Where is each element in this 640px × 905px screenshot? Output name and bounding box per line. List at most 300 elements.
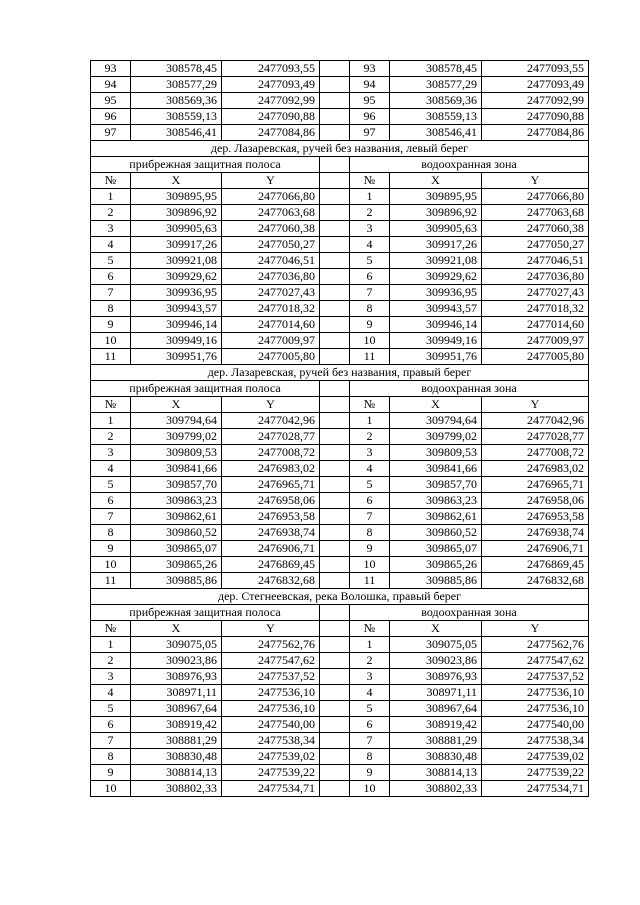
coordinates-table-body — [91, 61, 589, 797]
point-number-left: 8 — [91, 525, 131, 541]
x-coordinate-right: 309794,64 — [390, 413, 482, 429]
table-row — [91, 301, 589, 317]
y-coordinate-left: 2476938,74 — [222, 525, 320, 541]
x-coordinate-left: 308802,33 — [131, 781, 222, 797]
point-number-right: 9 — [350, 765, 390, 781]
x-coordinate-left: 309809,53 — [131, 445, 222, 461]
x-coordinate-right: 308559,13 — [390, 109, 482, 125]
table-row — [91, 637, 589, 653]
x-coordinate-left: 309799,02 — [131, 429, 222, 445]
number-header: № — [91, 621, 131, 637]
column-gap — [320, 93, 350, 109]
y-coordinate-left: 2477009,97 — [222, 333, 320, 349]
y-coordinate-right: 2477539,02 — [482, 749, 589, 765]
point-number-left: 7 — [91, 509, 131, 525]
x-coordinate-left: 309896,92 — [131, 205, 222, 221]
x-coordinate-left: 309857,70 — [131, 477, 222, 493]
water-protection-zone-label: водоохранная зона — [350, 605, 589, 621]
point-number-left: 2 — [91, 429, 131, 445]
y-coordinate-right: 2477008,72 — [482, 445, 589, 461]
column-gap — [320, 477, 350, 493]
table-row — [91, 349, 589, 365]
y-coordinate-left: 2477537,52 — [222, 669, 320, 685]
x-coordinate-right: 309896,92 — [390, 205, 482, 221]
point-number-right: 7 — [350, 733, 390, 749]
x-coordinate-left: 309946,14 — [131, 317, 222, 333]
table-row — [91, 717, 589, 733]
y-coordinate-left: 2477093,49 — [222, 77, 320, 93]
coastal-protection-strip-label: прибрежная защитная полоса — [91, 157, 320, 173]
y-coordinate-left: 2477066,80 — [222, 189, 320, 205]
point-number-right: 10 — [350, 333, 390, 349]
y-header: Y — [482, 173, 589, 189]
y-coordinate-right: 2477537,52 — [482, 669, 589, 685]
y-coordinate-left: 2477018,32 — [222, 301, 320, 317]
table-row — [91, 749, 589, 765]
number-header: № — [350, 397, 390, 413]
x-coordinate-left: 308967,64 — [131, 701, 222, 717]
x-coordinate-left: 309865,26 — [131, 557, 222, 573]
column-gap — [320, 781, 350, 797]
table-row — [91, 445, 589, 461]
section-title: дер. Лазаревская, ручей без названия, левый берег — [91, 141, 589, 157]
y-coordinate-right: 2477036,80 — [482, 269, 589, 285]
water-protection-zone-label: водоохранная зона — [350, 157, 589, 173]
table-row — [91, 509, 589, 525]
point-number-left: 3 — [91, 669, 131, 685]
x-coordinate-left: 308830,48 — [131, 749, 222, 765]
table-row — [91, 285, 589, 301]
y-coordinate-right: 2477009,97 — [482, 333, 589, 349]
y-coordinate-right: 2477092,99 — [482, 93, 589, 109]
column-gap — [320, 125, 350, 141]
column-gap — [320, 77, 350, 93]
column-gap — [320, 749, 350, 765]
x-coordinate-right: 308967,64 — [390, 701, 482, 717]
y-coordinate-right: 2477539,22 — [482, 765, 589, 781]
y-coordinate-right: 2477538,34 — [482, 733, 589, 749]
y-coordinate-left: 2477539,02 — [222, 749, 320, 765]
column-gap — [320, 525, 350, 541]
x-coordinate-left: 309921,08 — [131, 253, 222, 269]
point-number-left: 5 — [91, 701, 131, 717]
point-number-left: 6 — [91, 493, 131, 509]
point-number-left: 8 — [91, 749, 131, 765]
y-header: Y — [482, 397, 589, 413]
column-header-row — [91, 173, 589, 189]
point-number-right: 93 — [350, 61, 390, 77]
x-coordinate-left: 309023,86 — [131, 653, 222, 669]
point-number-left: 7 — [91, 733, 131, 749]
point-number-left: 9 — [91, 541, 131, 557]
point-number-right: 10 — [350, 557, 390, 573]
column-gap — [320, 669, 350, 685]
point-number-right: 7 — [350, 509, 390, 525]
x-coordinate-left: 309794,64 — [131, 413, 222, 429]
y-header: Y — [222, 621, 320, 637]
x-coordinate-right: 308830,48 — [390, 749, 482, 765]
x-coordinate-left: 309895,95 — [131, 189, 222, 205]
table-row — [91, 317, 589, 333]
point-number-right: 7 — [350, 285, 390, 301]
x-coordinate-left: 308569,36 — [131, 93, 222, 109]
point-number-right: 4 — [350, 237, 390, 253]
y-coordinate-left: 2476983,02 — [222, 461, 320, 477]
column-gap — [320, 301, 350, 317]
column-gap — [320, 509, 350, 525]
x-header: X — [390, 621, 482, 637]
y-coordinate-right: 2477014,60 — [482, 317, 589, 333]
x-header: X — [131, 397, 222, 413]
point-number-right: 11 — [350, 349, 390, 365]
table-row — [91, 493, 589, 509]
column-gap — [320, 221, 350, 237]
x-header: X — [390, 173, 482, 189]
x-coordinate-right: 309841,66 — [390, 461, 482, 477]
table-row — [91, 685, 589, 701]
y-coordinate-left: 2477014,60 — [222, 317, 320, 333]
point-number-left: 11 — [91, 573, 131, 589]
x-coordinate-left: 309951,76 — [131, 349, 222, 365]
section-title-row — [91, 365, 589, 381]
point-number-right: 6 — [350, 717, 390, 733]
x-coordinate-right: 309951,76 — [390, 349, 482, 365]
table-row — [91, 525, 589, 541]
y-coordinate-right: 2477063,68 — [482, 205, 589, 221]
column-gap — [320, 445, 350, 461]
y-coordinate-left: 2477050,27 — [222, 237, 320, 253]
y-coordinate-left: 2476958,06 — [222, 493, 320, 509]
column-gap — [320, 557, 350, 573]
point-number-right: 6 — [350, 493, 390, 509]
point-number-left: 10 — [91, 333, 131, 349]
column-gap — [320, 269, 350, 285]
y-coordinate-right: 2476906,71 — [482, 541, 589, 557]
table-row — [91, 781, 589, 797]
column-gap — [320, 397, 350, 413]
y-coordinate-right: 2477562,76 — [482, 637, 589, 653]
point-number-right: 2 — [350, 653, 390, 669]
point-number-right: 8 — [350, 301, 390, 317]
y-coordinate-right: 2477547,62 — [482, 653, 589, 669]
table-row — [91, 205, 589, 221]
y-coordinate-right: 2476832,68 — [482, 573, 589, 589]
x-coordinate-left: 309949,16 — [131, 333, 222, 349]
point-number-right: 3 — [350, 221, 390, 237]
x-coordinate-left: 308814,13 — [131, 765, 222, 781]
point-number-left: 96 — [91, 109, 131, 125]
x-header: X — [131, 621, 222, 637]
table-row — [91, 237, 589, 253]
point-number-left: 10 — [91, 781, 131, 797]
y-coordinate-right: 2477066,80 — [482, 189, 589, 205]
x-header: X — [131, 173, 222, 189]
table-row — [91, 765, 589, 781]
point-number-right: 1 — [350, 637, 390, 653]
point-number-left: 7 — [91, 285, 131, 301]
y-coordinate-right: 2477536,10 — [482, 685, 589, 701]
table-row — [91, 541, 589, 557]
point-number-left: 1 — [91, 637, 131, 653]
table-row — [91, 109, 589, 125]
point-number-left: 2 — [91, 653, 131, 669]
x-coordinate-left: 308976,93 — [131, 669, 222, 685]
y-coordinate-right: 2477084,86 — [482, 125, 589, 141]
column-gap — [320, 205, 350, 221]
column-gap — [320, 333, 350, 349]
x-coordinate-left: 309885,86 — [131, 573, 222, 589]
table-row — [91, 557, 589, 573]
y-header: Y — [482, 621, 589, 637]
point-number-right: 6 — [350, 269, 390, 285]
point-number-right: 95 — [350, 93, 390, 109]
x-coordinate-left: 309865,07 — [131, 541, 222, 557]
point-number-left: 93 — [91, 61, 131, 77]
point-number-right: 11 — [350, 573, 390, 589]
y-coordinate-right: 2477027,43 — [482, 285, 589, 301]
x-coordinate-left: 308919,42 — [131, 717, 222, 733]
point-number-right: 3 — [350, 669, 390, 685]
x-coordinate-right: 309895,95 — [390, 189, 482, 205]
table-row — [91, 733, 589, 749]
column-gap — [320, 605, 350, 621]
point-number-left: 6 — [91, 717, 131, 733]
table-row — [91, 413, 589, 429]
column-gap — [320, 653, 350, 669]
column-gap — [320, 717, 350, 733]
point-number-right: 4 — [350, 461, 390, 477]
point-number-right: 97 — [350, 125, 390, 141]
x-coordinate-left: 309863,23 — [131, 493, 222, 509]
y-coordinate-right: 2477018,32 — [482, 301, 589, 317]
x-coordinate-left: 309862,61 — [131, 509, 222, 525]
y-coordinate-left: 2477005,80 — [222, 349, 320, 365]
x-coordinate-left: 308578,45 — [131, 61, 222, 77]
y-coordinate-left: 2477536,10 — [222, 685, 320, 701]
x-coordinate-right: 309865,26 — [390, 557, 482, 573]
x-coordinate-right: 309936,95 — [390, 285, 482, 301]
point-number-right: 96 — [350, 109, 390, 125]
table-row — [91, 189, 589, 205]
point-number-left: 4 — [91, 237, 131, 253]
point-number-left: 4 — [91, 461, 131, 477]
x-coordinate-right: 309799,02 — [390, 429, 482, 445]
y-coordinate-right: 2477050,27 — [482, 237, 589, 253]
column-gap — [320, 701, 350, 717]
x-coordinate-right: 309921,08 — [390, 253, 482, 269]
y-coordinate-right: 2477046,51 — [482, 253, 589, 269]
point-number-right: 2 — [350, 205, 390, 221]
water-protection-zone-label: водоохранная зона — [350, 381, 589, 397]
y-coordinate-left: 2477060,38 — [222, 221, 320, 237]
x-coordinate-right: 308814,13 — [390, 765, 482, 781]
point-number-right: 1 — [350, 413, 390, 429]
x-coordinate-right: 309929,62 — [390, 269, 482, 285]
y-coordinate-right: 2477090,88 — [482, 109, 589, 125]
point-number-right: 5 — [350, 253, 390, 269]
point-number-left: 3 — [91, 445, 131, 461]
table-row — [91, 269, 589, 285]
y-coordinate-right: 2477540,00 — [482, 717, 589, 733]
x-coordinate-left: 308971,11 — [131, 685, 222, 701]
table-row — [91, 653, 589, 669]
y-coordinate-left: 2477084,86 — [222, 125, 320, 141]
y-coordinate-left: 2477090,88 — [222, 109, 320, 125]
y-coordinate-right: 2477536,10 — [482, 701, 589, 717]
point-number-right: 94 — [350, 77, 390, 93]
table-row — [91, 221, 589, 237]
table-row — [91, 573, 589, 589]
x-coordinate-right: 309075,05 — [390, 637, 482, 653]
point-number-left: 3 — [91, 221, 131, 237]
y-coordinate-right: 2476938,74 — [482, 525, 589, 541]
table-row — [91, 333, 589, 349]
point-number-left: 8 — [91, 301, 131, 317]
point-number-right: 8 — [350, 525, 390, 541]
y-coordinate-right: 2477060,38 — [482, 221, 589, 237]
number-header: № — [350, 173, 390, 189]
table-row — [91, 461, 589, 477]
column-gap — [320, 461, 350, 477]
point-number-left: 5 — [91, 253, 131, 269]
y-coordinate-left: 2477562,76 — [222, 637, 320, 653]
y-coordinate-left: 2477540,00 — [222, 717, 320, 733]
y-coordinate-right: 2477093,49 — [482, 77, 589, 93]
x-coordinate-right: 308919,42 — [390, 717, 482, 733]
table-row — [91, 61, 589, 77]
x-coordinate-right: 309865,07 — [390, 541, 482, 557]
column-gap — [320, 765, 350, 781]
section-title-row — [91, 589, 589, 605]
x-coordinate-right: 308569,36 — [390, 93, 482, 109]
x-coordinate-right: 309857,70 — [390, 477, 482, 493]
y-coordinate-right: 2477093,55 — [482, 61, 589, 77]
y-coordinate-left: 2476869,45 — [222, 557, 320, 573]
x-coordinate-right: 309863,23 — [390, 493, 482, 509]
column-gap — [320, 285, 350, 301]
y-coordinate-right: 2477042,96 — [482, 413, 589, 429]
x-coordinate-left: 309936,95 — [131, 285, 222, 301]
column-gap — [320, 109, 350, 125]
point-number-left: 9 — [91, 317, 131, 333]
point-number-left: 11 — [91, 349, 131, 365]
point-number-left: 4 — [91, 685, 131, 701]
column-gap — [320, 157, 350, 173]
y-coordinate-left: 2477042,96 — [222, 413, 320, 429]
column-gap — [320, 541, 350, 557]
table-row — [91, 125, 589, 141]
x-coordinate-left: 309943,57 — [131, 301, 222, 317]
x-coordinate-right: 309860,52 — [390, 525, 482, 541]
y-coordinate-right: 2477534,71 — [482, 781, 589, 797]
section-title: дер. Стегнеевская, река Волошка, правый берег — [91, 589, 589, 605]
x-coordinate-right: 309943,57 — [390, 301, 482, 317]
x-coordinate-right: 308881,29 — [390, 733, 482, 749]
number-header: № — [91, 397, 131, 413]
y-header: Y — [222, 173, 320, 189]
y-coordinate-right: 2476965,71 — [482, 477, 589, 493]
y-coordinate-right: 2476983,02 — [482, 461, 589, 477]
y-coordinate-left: 2477093,55 — [222, 61, 320, 77]
zone-label-row — [91, 381, 589, 397]
y-coordinate-left: 2477046,51 — [222, 253, 320, 269]
point-number-right: 1 — [350, 189, 390, 205]
y-coordinate-left: 2477547,62 — [222, 653, 320, 669]
x-coordinate-right: 309862,61 — [390, 509, 482, 525]
y-coordinate-left: 2477539,22 — [222, 765, 320, 781]
column-gap — [320, 621, 350, 637]
x-coordinate-left: 309075,05 — [131, 637, 222, 653]
x-coordinate-left: 308559,13 — [131, 109, 222, 125]
column-gap — [320, 61, 350, 77]
x-coordinate-right: 308971,11 — [390, 685, 482, 701]
zone-label-row — [91, 605, 589, 621]
y-coordinate-right: 2476953,58 — [482, 509, 589, 525]
y-coordinate-left: 2477028,77 — [222, 429, 320, 445]
x-coordinate-left: 308881,29 — [131, 733, 222, 749]
column-gap — [320, 317, 350, 333]
x-coordinate-left: 308546,41 — [131, 125, 222, 141]
y-coordinate-left: 2477036,80 — [222, 269, 320, 285]
y-coordinate-left: 2477538,34 — [222, 733, 320, 749]
y-coordinate-left: 2477536,10 — [222, 701, 320, 717]
x-coordinate-left: 308577,29 — [131, 77, 222, 93]
x-coordinate-right: 309023,86 — [390, 653, 482, 669]
y-coordinate-right: 2477028,77 — [482, 429, 589, 445]
table-row — [91, 77, 589, 93]
point-number-left: 94 — [91, 77, 131, 93]
point-number-left: 95 — [91, 93, 131, 109]
y-coordinate-left: 2476906,71 — [222, 541, 320, 557]
point-number-left: 9 — [91, 765, 131, 781]
column-gap — [320, 237, 350, 253]
point-number-right: 8 — [350, 749, 390, 765]
column-gap — [320, 253, 350, 269]
y-coordinate-left: 2477008,72 — [222, 445, 320, 461]
point-number-left: 1 — [91, 413, 131, 429]
x-coordinate-right: 308976,93 — [390, 669, 482, 685]
column-gap — [320, 381, 350, 397]
x-coordinate-left: 309917,26 — [131, 237, 222, 253]
coastal-protection-strip-label: прибрежная защитная полоса — [91, 381, 320, 397]
x-coordinate-right: 309809,53 — [390, 445, 482, 461]
y-coordinate-right: 2477005,80 — [482, 349, 589, 365]
x-coordinate-right: 308578,45 — [390, 61, 482, 77]
section-title: дер. Лазаревская, ручей без названия, правый берег — [91, 365, 589, 381]
point-number-left: 2 — [91, 205, 131, 221]
table-row — [91, 429, 589, 445]
x-coordinate-right: 309917,26 — [390, 237, 482, 253]
column-gap — [320, 573, 350, 589]
x-coordinate-left: 309929,62 — [131, 269, 222, 285]
y-coordinate-left: 2477063,68 — [222, 205, 320, 221]
y-coordinate-left: 2476965,71 — [222, 477, 320, 493]
column-gap — [320, 189, 350, 205]
point-number-right: 2 — [350, 429, 390, 445]
y-coordinate-left: 2477027,43 — [222, 285, 320, 301]
point-number-right: 9 — [350, 317, 390, 333]
y-coordinate-left: 2476832,68 — [222, 573, 320, 589]
column-header-row — [91, 621, 589, 637]
x-coordinate-left: 309860,52 — [131, 525, 222, 541]
point-number-right: 9 — [350, 541, 390, 557]
column-gap — [320, 685, 350, 701]
table-row — [91, 93, 589, 109]
point-number-right: 3 — [350, 445, 390, 461]
table-row — [91, 477, 589, 493]
coastal-protection-strip-label: прибрежная защитная полоса — [91, 605, 320, 621]
y-coordinate-left: 2476953,58 — [222, 509, 320, 525]
